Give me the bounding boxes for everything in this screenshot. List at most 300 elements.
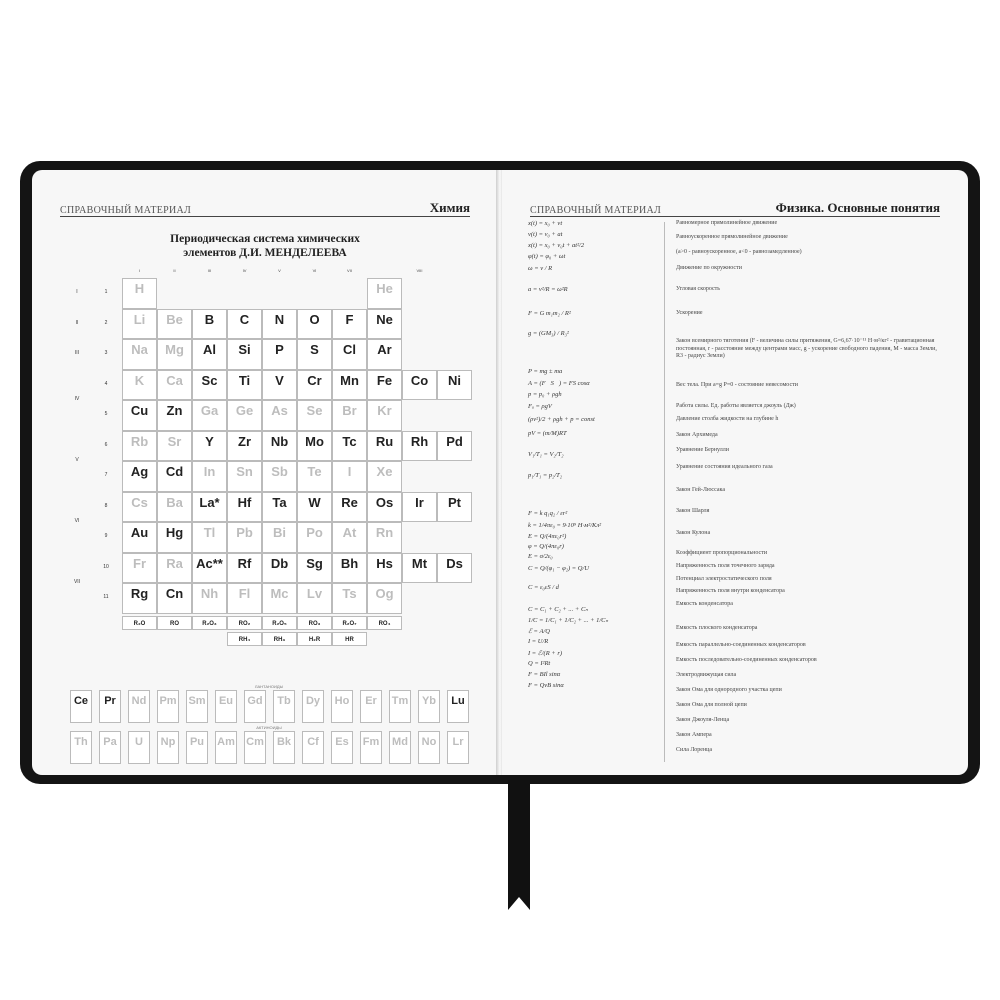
oxide-formula: R₂O [122, 616, 157, 630]
physics-definition: Движение по окружности [676, 265, 742, 271]
element-symbol: He [376, 281, 393, 296]
physics-definition: Работа силы. Ед. работы является джоуль (Дж) [676, 403, 796, 409]
element-symbol: Pr [104, 695, 116, 707]
element-symbol: K [134, 372, 145, 388]
element-symbol: Hf [237, 494, 252, 510]
physics-formula: p = p₀ + ρgh [528, 391, 562, 398]
element-symbol: As [271, 403, 288, 418]
element-symbol: Na [131, 342, 148, 357]
element-cell [437, 370, 472, 401]
element-cell [262, 431, 297, 462]
element-cell [367, 522, 402, 553]
element-symbol: Fe [376, 372, 393, 388]
left-header-title: Химия [429, 200, 470, 215]
actinide-cell [128, 731, 150, 764]
element-symbol: Pm [159, 695, 177, 707]
physics-formula: ω = v / R [528, 265, 553, 272]
element-cell [157, 461, 192, 492]
period-label: II [75, 319, 79, 326]
oxide-formula: RO [157, 616, 192, 630]
element-cell [157, 431, 192, 462]
hydride-formula: RH₃ [262, 632, 297, 646]
element-symbol: Cs [131, 494, 148, 510]
physics-formula: a = v²/R = ω²R [528, 286, 568, 293]
element-symbol: Ru [375, 433, 394, 449]
element-symbol: Bh [340, 555, 359, 571]
element-cell [262, 461, 297, 492]
periodic-title-line2: элементов Д.И. МЕНДЕЛЕЕВА [183, 247, 347, 259]
oxide-formula: RO₃ [297, 616, 332, 630]
element-symbol: I [347, 464, 352, 479]
element-symbol: Te [307, 464, 322, 479]
group-header: VII [347, 268, 352, 273]
element-symbol: Nd [131, 695, 147, 707]
element-cell [227, 431, 262, 462]
element-symbol: La* [199, 494, 220, 510]
element-symbol: Bk [276, 736, 292, 748]
element-symbol: Tl [203, 525, 216, 540]
element-symbol: Ni [448, 372, 461, 388]
element-symbol: S [310, 342, 319, 357]
period-label: VI [74, 518, 80, 524]
element-symbol: Cn [165, 586, 184, 601]
element-symbol: Dy [305, 695, 321, 707]
physics-definition: Емкость параллельно-соединенных конденсаторов [676, 642, 806, 648]
element-cell [192, 339, 227, 370]
element-symbol: Fm [362, 736, 380, 748]
physics-formula: C = C₁ + C₂ + ... + Cₙ [528, 606, 588, 613]
physics-formula: P = mg ± ma [528, 368, 563, 375]
actinide-cell [215, 731, 237, 764]
actinide-cell [418, 731, 440, 764]
bookmark-ribbon [508, 780, 530, 910]
element-cell [332, 339, 367, 370]
element-symbol: Zn [166, 403, 183, 418]
element-cell [227, 492, 262, 523]
element-cell [262, 553, 297, 584]
element-symbol: Co [410, 372, 429, 388]
element-cell [332, 309, 367, 340]
element-symbol: Nh [200, 586, 219, 601]
actinide-cell [157, 731, 179, 764]
element-symbol: Ge [235, 403, 254, 418]
physics-formula: C = ε₀εS / d [528, 584, 559, 591]
element-symbol: Gd [247, 695, 263, 707]
oxide-formula: R₂O₇ [332, 616, 367, 630]
physics-definition: Вес тела. При a=g P=0 - состояние невесомости [676, 382, 798, 388]
physics-formula: A = (F⃗S⃗) = FS cosα [528, 380, 590, 387]
element-symbol: Ag [130, 464, 149, 479]
element-symbol: Rb [130, 433, 149, 449]
element-symbol: Ds [446, 555, 463, 571]
element-symbol: Tc [342, 433, 357, 449]
element-symbol: Al [203, 342, 216, 357]
element-cell [402, 431, 437, 462]
row-number: 11 [103, 594, 109, 601]
physics-definition: Закон Ампера [676, 732, 712, 738]
lanthanide-cell [244, 690, 266, 723]
oxide-formula: R₂O₃ [192, 616, 227, 630]
element-cell [402, 553, 437, 584]
period-label: III [74, 350, 80, 357]
physics-formula: I = ℰ/(R + r) [528, 650, 563, 657]
element-cell [227, 461, 262, 492]
element-symbol: O [309, 311, 320, 327]
column-divider [664, 222, 665, 762]
element-symbol: Sn [236, 464, 253, 479]
physics-definition: Уравнение состояния идеального газа [676, 464, 773, 470]
element-cell [367, 492, 402, 523]
physics-formula: E = σ/2ε₀ [528, 553, 553, 560]
element-symbol: Si [238, 342, 251, 357]
element-symbol: Ir [415, 494, 424, 510]
element-symbol: Tb [277, 695, 291, 707]
element-cell [262, 522, 297, 553]
element-cell [402, 370, 437, 401]
element-symbol: Db [270, 555, 289, 571]
physics-definition: Закон Шарля [676, 508, 710, 514]
element-symbol: Sc [201, 372, 218, 388]
left-page-header [60, 198, 470, 217]
element-cell [332, 431, 367, 462]
group-header: VIII [416, 268, 423, 273]
element-symbol: Nb [270, 433, 289, 449]
lanthanide-cell [447, 690, 469, 723]
element-symbol: Cu [130, 403, 149, 418]
element-symbol: Ho [334, 695, 350, 707]
physics-formula: φ = Q/(4πε₀r) [528, 543, 564, 550]
element-cell [262, 583, 297, 614]
element-symbol: Pu [189, 736, 205, 748]
actinide-cell [389, 731, 411, 764]
physics-formula: pV = (m/M)RT [528, 430, 567, 437]
element-symbol: Y [205, 433, 214, 449]
actinide-cell [70, 731, 92, 764]
element-cell [297, 309, 332, 340]
element-cell [157, 400, 192, 431]
lanthanide-cell [70, 690, 92, 723]
element-symbol: Au [130, 525, 149, 540]
physics-definition: Потенциал электростатического поля [676, 576, 772, 582]
physics-formula: E = Q/(4πε₀r²) [528, 533, 567, 540]
element-symbol: Be [166, 311, 183, 327]
element-cell [332, 461, 367, 492]
element-cell [227, 370, 262, 401]
element-cell [192, 309, 227, 340]
element-cell [297, 583, 332, 614]
element-cell [192, 553, 227, 584]
physics-formula: v(t) = v₀ + at [528, 231, 563, 238]
element-symbol: Fl [238, 586, 251, 601]
element-symbol: In [203, 464, 216, 479]
element-symbol: Mg [165, 342, 184, 357]
element-symbol: Ar [377, 342, 392, 357]
element-symbol: Xe [376, 464, 393, 479]
element-cell [192, 522, 227, 553]
element-symbol: Og [375, 586, 394, 601]
lanthanide-cell [302, 690, 324, 723]
row-number: 9 [104, 533, 108, 540]
physics-formula: F = G m₁m₂ / R² [528, 310, 571, 317]
lanthanide-cell [418, 690, 440, 723]
element-symbol: Ne [376, 311, 393, 327]
element-cell [227, 553, 262, 584]
right-header-title: Физика. Основные понятия [775, 200, 940, 215]
element-symbol: F [345, 311, 354, 327]
element-cell [122, 339, 157, 370]
element-cell [332, 400, 367, 431]
element-symbol: Bi [273, 525, 286, 540]
element-cell [157, 309, 192, 340]
physics-formula: Q = I²Rt [528, 660, 551, 667]
physics-definition: (a>0 - равноускоренное, a<0 - равнозамедленное) [676, 249, 802, 255]
element-symbol: V [275, 372, 284, 388]
physics-formula: φ(t) = φ₀ + ωt [528, 253, 566, 260]
element-cell [367, 583, 402, 614]
physics-definition: Емкость плоского конденсатора [676, 625, 758, 631]
element-symbol: Cd [165, 464, 184, 479]
element-cell [332, 370, 367, 401]
physics-formula: F = QvB sinα [528, 682, 564, 689]
element-symbol: Sr [167, 433, 182, 449]
element-symbol: N [274, 311, 285, 327]
element-cell [227, 339, 262, 370]
element-symbol: Pa [103, 736, 117, 748]
element-symbol: Cl [343, 342, 356, 357]
element-cell [297, 370, 332, 401]
element-symbol: Np [160, 736, 176, 748]
element-cell [157, 522, 192, 553]
element-symbol: Cm [246, 736, 264, 748]
physics-definition: Ускорение [676, 310, 703, 316]
element-cell [367, 461, 402, 492]
element-cell [192, 431, 227, 462]
physics-formula: p₁/T₁ = p₂/T₂ [528, 472, 563, 479]
element-symbol: Se [306, 403, 323, 418]
row-number: 7 [104, 472, 108, 479]
element-symbol: Ga [200, 403, 219, 418]
element-cell [227, 583, 262, 614]
lanthanide-cell [157, 690, 179, 723]
row-number: 3 [104, 350, 108, 357]
right-header-small: СПРАВОЧНЫЙ МАТЕРИАЛ [530, 205, 662, 216]
element-symbol: Mo [305, 433, 324, 449]
element-cell [157, 553, 192, 584]
element-symbol: Pd [446, 433, 463, 449]
element-cell [192, 461, 227, 492]
element-cell [297, 339, 332, 370]
physics-formula: F = k q₁q₂ / εr² [528, 510, 568, 517]
actinide-cell [447, 731, 469, 764]
element-cell [122, 583, 157, 614]
element-symbol: Mt [411, 555, 428, 571]
physics-formula: k = 1/4πε₀ = 9·10⁹ Н·м²/Кл² [528, 522, 602, 529]
physics-definition: Закон Ома для полной цепи [676, 702, 747, 708]
actinide-cell [302, 731, 324, 764]
hydride-formula: HR [332, 632, 367, 646]
actinide-cell [99, 731, 121, 764]
element-cell [332, 553, 367, 584]
element-cell [332, 583, 367, 614]
physics-definition: Закон Гей-Люссака [676, 487, 725, 493]
element-symbol: Cr [307, 372, 322, 388]
physics-definition: Сила Лоренца [676, 747, 713, 753]
row-number: 8 [104, 502, 108, 509]
element-symbol: Th [74, 736, 88, 748]
physics-formula: C = Q/(φ₁ − φ₂) = Q/U [528, 565, 589, 572]
element-cell [122, 522, 157, 553]
element-symbol: Eu [218, 695, 234, 707]
element-cell [367, 370, 402, 401]
lanthanide-cell [186, 690, 208, 723]
row-number: 6 [104, 441, 108, 448]
right-page [502, 170, 968, 775]
physics-definition: Напряженность поля внутри конденсатора [676, 588, 785, 594]
periodic-table-title [32, 232, 498, 260]
element-symbol: Fr [133, 555, 146, 571]
element-symbol: Rn [375, 525, 394, 540]
period-label: IV [74, 396, 80, 402]
element-cell [157, 583, 192, 614]
oxide-formula: RO₄ [367, 616, 402, 630]
physics-formula: Fₐ = ρgV [528, 403, 552, 410]
lanthanide-cell [389, 690, 411, 723]
group-header: IV [242, 268, 247, 273]
right-page-header [530, 198, 940, 217]
element-symbol: Rf [237, 555, 252, 571]
element-symbol: Es [335, 736, 349, 748]
lanthanide-cell [99, 690, 121, 723]
period-label: VII [73, 579, 81, 585]
element-symbol: Md [392, 736, 408, 748]
element-cell [157, 492, 192, 523]
physics-definition: Емкость конденсатора [676, 601, 733, 607]
physics-definition: Закон Архимеда [676, 432, 718, 438]
oxide-formula: RO₂ [227, 616, 262, 630]
element-symbol: Re [341, 494, 358, 510]
physics-formula: ℰ = A/Q [528, 628, 550, 635]
element-symbol: Hg [165, 525, 184, 540]
element-cell [437, 492, 472, 523]
row-number: 4 [104, 380, 108, 387]
lanthanide-cell [273, 690, 295, 723]
physics-definition: Электродвижущая сила [676, 672, 737, 678]
actinide-cell [186, 731, 208, 764]
element-symbol: Er [365, 695, 377, 707]
element-cell [367, 309, 402, 340]
element-cell [437, 431, 472, 462]
physics-definition: Равноускоренное прямолинейное движение [676, 234, 788, 240]
row-number: 2 [104, 319, 108, 326]
element-symbol: Ti [238, 372, 251, 388]
physics-definition: Закон Кулона [676, 530, 711, 536]
element-symbol: Cf [307, 736, 319, 748]
period-label: I [76, 289, 78, 296]
physics-definition: Напряженность поля точечного заряда [676, 563, 775, 569]
actinide-cell [331, 731, 353, 764]
actinide-cell [273, 731, 295, 764]
actinides-caption: АКТИНОИДЫ [256, 725, 282, 730]
element-cell [297, 461, 332, 492]
element-symbol: Am [217, 736, 235, 748]
periodic-table [60, 264, 498, 678]
physics-formula: V₁/T₁ = V₂/T₂ [528, 451, 564, 458]
element-symbol: Lr [452, 736, 464, 748]
element-symbol: Ta [272, 494, 287, 510]
element-symbol: C [239, 311, 250, 327]
physics-formula: x(t) = x₀ + vt [528, 220, 563, 227]
row-number: 10 [103, 563, 109, 570]
element-symbol: Lu [451, 695, 465, 707]
physics-definition: Емкость последовательно-соединенных конденсаторов [676, 657, 817, 663]
element-symbol: No [421, 736, 437, 748]
physics-definition: Угловая скорость [676, 286, 720, 292]
element-symbol: Pt [448, 494, 461, 510]
physics-formula: 1/C = 1/C₁ + 1/C₂ + ... + 1/Cₙ [528, 617, 609, 624]
element-symbol: Rg [130, 586, 149, 601]
element-symbol: P [275, 342, 284, 357]
physics-formula: (ρv²)/2 + ρgh + p = const [528, 416, 595, 423]
group-header: II [173, 268, 176, 273]
period-label: V [75, 457, 79, 463]
actinide-cell [244, 731, 266, 764]
element-symbol: Po [306, 525, 323, 540]
physics-definition: Коэффициент пропорциональности [676, 550, 768, 556]
physics-definition: Закон всемирного тяготения (F - величина силы притяжения, G=6,67·10⁻¹¹ Н·м²/кг² - гравитационная постоянная, r - расстояние между центрами масс, g - ускорение свободного падения, M - масса Земли, R3 - радиус Земли) [676, 338, 937, 359]
element-cell [122, 309, 157, 340]
element-symbol: W [308, 494, 321, 510]
element-cell [262, 309, 297, 340]
element-cell [367, 431, 402, 462]
physics-definition: Уравнение Бернулли [676, 447, 729, 453]
element-cell [402, 492, 437, 523]
element-symbol: B [204, 311, 215, 327]
element-cell [122, 400, 157, 431]
element-symbol: Mn [340, 372, 359, 388]
element-cell [437, 553, 472, 584]
element-cell [192, 370, 227, 401]
element-cell [122, 278, 157, 309]
physics-formula: I = U/R [528, 638, 549, 645]
physics-formula: g = (GM₃) / R₃² [528, 330, 569, 337]
element-symbol: Li [133, 311, 146, 327]
element-cell [297, 431, 332, 462]
row-number: 1 [104, 289, 108, 296]
row-number: 5 [104, 411, 108, 418]
lanthanide-cell [128, 690, 150, 723]
left-header-small: СПРАВОЧНЫЙ МАТЕРИАЛ [60, 205, 192, 216]
oxide-formula: R₂O₅ [262, 616, 297, 630]
element-cell [192, 400, 227, 431]
element-cell [262, 400, 297, 431]
element-cell [297, 492, 332, 523]
element-symbol: Yb [421, 695, 437, 707]
hydride-formula: H₂R [297, 632, 332, 646]
element-symbol: H [134, 281, 145, 296]
physics-definition: Закон Ома для однородного участка цепи [676, 687, 782, 693]
element-cell [192, 583, 227, 614]
element-symbol: Kr [377, 403, 392, 418]
element-symbol: At [342, 525, 357, 540]
element-cell [192, 492, 227, 523]
element-symbol: U [135, 736, 143, 748]
element-symbol: Lv [306, 586, 323, 601]
physics-definition: Давление столба жидкости на глубине h [676, 416, 779, 422]
element-cell [262, 492, 297, 523]
hydride-formula: RH₄ [227, 632, 262, 646]
periodic-title-line1: Периодическая система химических [170, 233, 360, 245]
physics-definition: Закон Джоуля-Ленца [676, 717, 730, 723]
